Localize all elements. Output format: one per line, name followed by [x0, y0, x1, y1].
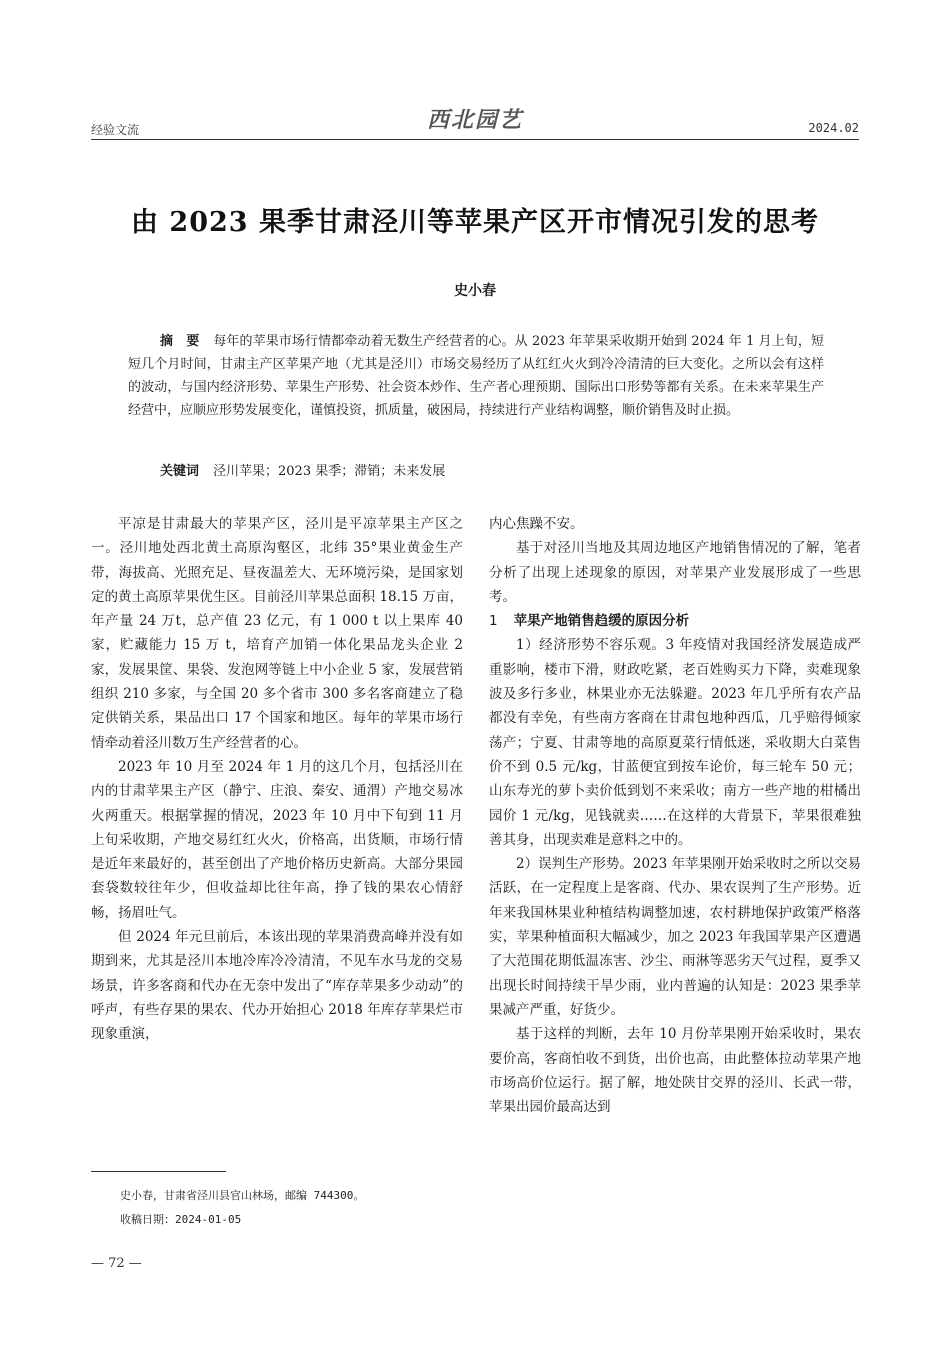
keywords-text: 泾川苹果；2023 果季；滞销；未来发展	[213, 464, 446, 479]
paragraph: 但 2024 年元旦前后，本该出现的苹果消费高峰并没有如期到来，尤其是泾川本地冷库冷冷清清，不见车水马龙的交易场景，许多客商和代办在无奈中发出了“库存苹果多少动动”的呼声，有些存果的果农、代办开始担心 2018 年库存苹果烂市现象重演，	[91, 929, 463, 1043]
section-number: 1	[489, 613, 498, 630]
paragraph: 1）经济形势不容乐观。3 年疫情对我国经济发展造成严重影响，楼市下滑，财政吃紧，老百姓购买力下降，卖难现象波及多行多业，林果业亦无法躲避。2023 年几乎所有农产品都没有幸免，有些南方客商在甘肃包地种西瓜，几乎赔得倾家荡产；宁夏、甘肃等地的高原夏菜行情低迷，采收期大白菜售价不到 0.5 元/kg，甘蓝便宜到按车论价，每三轮车 50 元；山东寿光的萝卜卖价低到划不来采收；南方一些产地的柑橘出园价 1 元/kg，见钱就卖……在这样的大背景下，苹果很难独善其身，出现卖难是意料之中的。	[489, 637, 861, 848]
keywords-label: 关键词	[160, 464, 200, 479]
header-section-label: 经验文流	[91, 123, 140, 137]
article-title: 由 2023 果季甘肃泾川等苹果产区开市情况引发的思考	[131, 207, 819, 238]
section-heading	[489, 609, 861, 633]
header-issue: 2024.02	[808, 121, 859, 135]
paragraph: 基于对泾川当地及其周边地区产地销售情况的了解，笔者分析了出现上述现象的原因，对苹果产业发展形成了一些思考。	[489, 540, 861, 605]
body-column-right	[489, 512, 861, 1119]
header-divider	[91, 139, 859, 140]
footnote-divider	[91, 1171, 226, 1172]
abstract	[128, 330, 824, 422]
abstract-text: 每年的苹果市场行情都牵动着无数生产经营者的心。从 2023 年苹果采收期开始到 2024 年 1 月上旬，短短几个月时间，甘肃主产区苹果产地（尤其是泾川）市场交易经历了从红红火火到冷冷清清的巨大变化。之所以会有这样的波动，与国内经济形势、苹果生产形势、社会资本炒作、生产者心理预期、国际出口形势等都有关系。在未来苹果生产经营中，应顺应形势发展变化，谨慎投资，抓质量，破困局，持续进行产业结构调整，顺价销售及时止损。	[128, 334, 824, 418]
paragraph: 基于这样的判断，去年 10 月份苹果刚开始采收时，果农要价高，客商怕收不到货，出价也高，由此整体拉动苹果产地市场高价位运行。据了解，地处陕甘交界的泾川、长武一带，苹果出园价最高达到	[489, 1026, 861, 1116]
paragraph: 内心焦躁不安。	[489, 516, 584, 532]
abstract-label: 摘 要	[160, 334, 200, 349]
section-title: 苹果产地销售趋缓的原因分析	[513, 613, 690, 630]
paragraph: 平凉是甘肃最大的苹果产区，泾川是平凉苹果主产区之一。泾川地处西北黄土高原沟壑区，北纬 35°果业黄金生产带，海拔高、光照充足、昼夜温差大、无环境污染，是国家划定的黄土高原苹果优生区。目前泾川苹果总面积 18.15 万亩，年产量 24 万t，总产值 23 亿元，有 1 000 t 以上果库 40 家，贮藏能力 15 万 t，培育产加销一体化果品龙头企业 2 家，发展果筐、果袋、发泡网等链上中小企业 5 家，发展营销组织 210 多家，与全国 20 多个省市 300 多名客商建立了稳定供销关系，果品出口 17 个国家和地区。每年的苹果市场行情牵动着泾川数万生产经营者的心。	[91, 516, 463, 751]
article-author: 史小春	[454, 283, 496, 299]
journal-logo: 西北园艺	[426, 107, 523, 133]
footnote-received-date: 收稿日期：2024-01-05	[120, 1213, 242, 1226]
body-column-left	[91, 512, 463, 1047]
paragraph: 2023 年 10 月至 2024 年 1 月的这几个月，包括泾川在内的甘肃苹果主产区（静宁、庄浪、秦安、通渭）产地交易冰火两重天。根据掌握的情况，2023 年 10 月中下旬到 11 月上旬采收期，产地交易红红火火，价格高，出货顺，市场行情是近年来最好的，甚至创出了产地价格历史新高。大部分果园套袋数较往年少，但收益却比往年高，挣了钱的果农心情舒畅，扬眉吐气。	[91, 758, 463, 921]
keywords	[160, 460, 445, 479]
footnote-author-info: 史小春，甘肃省泾川县官山林场，邮编 744300。	[120, 1189, 365, 1202]
paragraph: 2）误判生产形势。2023 年苹果刚开始采收时之所以交易活跃，在一定程度上是客商、代办、果农误判了生产形势。近年来我国林果业种植结构调整加速，农村耕地保护政策严格落实，苹果种植面积大幅减少，加之 2023 年我国苹果产区遭遇了大范围花期低温冻害、沙尘、雨淋等恶劣天气过程，夏季又出现长时间持续干旱少雨，业内普遍的认知是：2023 果季苹果减产严重，好货少。	[489, 856, 861, 1018]
page-number: — 72 —	[91, 1256, 142, 1271]
